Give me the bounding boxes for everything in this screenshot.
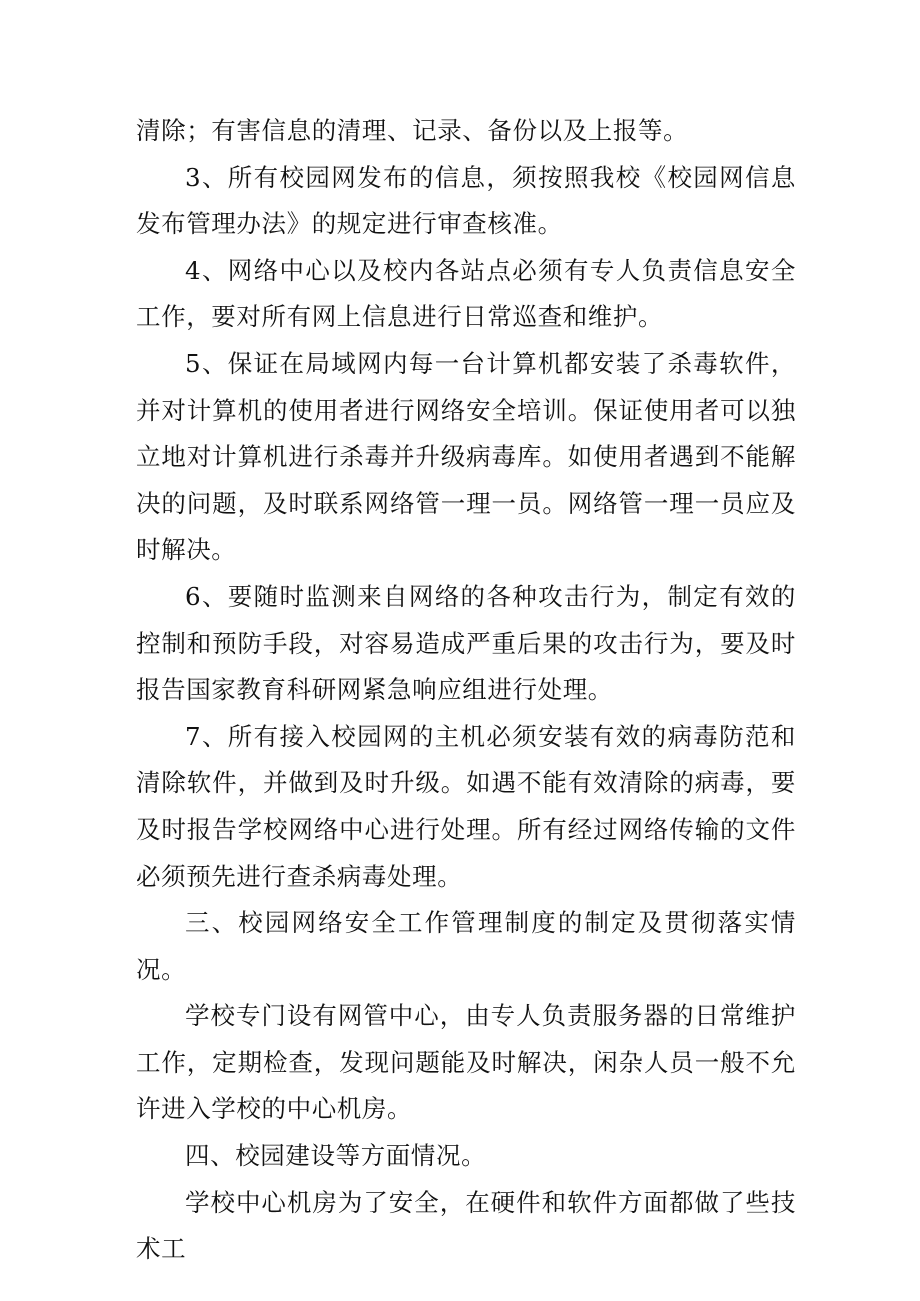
paragraph-server-room: 学校中心机房为了安全，在硬件和软件方面都做了些技术工 (136, 1187, 796, 1264)
section-heading-4: 四、校园建设等方面情况。 (185, 1141, 487, 1171)
paragraph-network-center: 学校专门设有网管中心，由专人负责服务器的日常维护工作，定期检查，发现问题能及时解决，闲杂人员一般不允许进入学校的中心机房。 (136, 1001, 796, 1124)
section-heading-3: 三、校园网络安全工作管理制度的制定及贯彻落实情况。 (136, 908, 796, 984)
paragraph-item-7: 7、所有接入校园网的主机必须安装有效的病毒防范和清除软件，并做到及时升级。如遇不能有效清除的病毒，要及时报告学校网络中心进行处理。所有经过网络传输的文件必须预先进行查杀病毒处理。 (136, 721, 796, 891)
paragraph-item-6: 6、要随时监测来自网络的各种攻击行为，制定有效的控制和预防手段，对容易造成严重后果的攻击行为，要及时报告国家教育科研网紧急响应组进行处理。 (136, 581, 796, 705)
paragraph-item-4: 4、网络中心以及校内各站点必须有专人负责信息安全工作，要对所有网上信息进行日常巡查和维护。 (136, 255, 796, 332)
paragraph-item-5: 5、保证在局域网内每一台计算机都安装了杀毒软件，并对计算机的使用者进行网络安全培训。保证使用者可以独立地对计算机进行杀毒并升级病毒库。如使用者遇到不能解决的问题，及时联系网络管一理一员。网络管一理一员应及时解决。 (136, 348, 796, 565)
paragraph-continuation: 清除；有害信息的清理、记录、备份以及上报等。 (136, 116, 689, 145)
paragraph-item-3: 3、所有校园网发布的信息，须按照我校《校园网信息发布管理办法》的规定进行审查核准。 (136, 162, 796, 239)
document-body (136, 108, 796, 1273)
